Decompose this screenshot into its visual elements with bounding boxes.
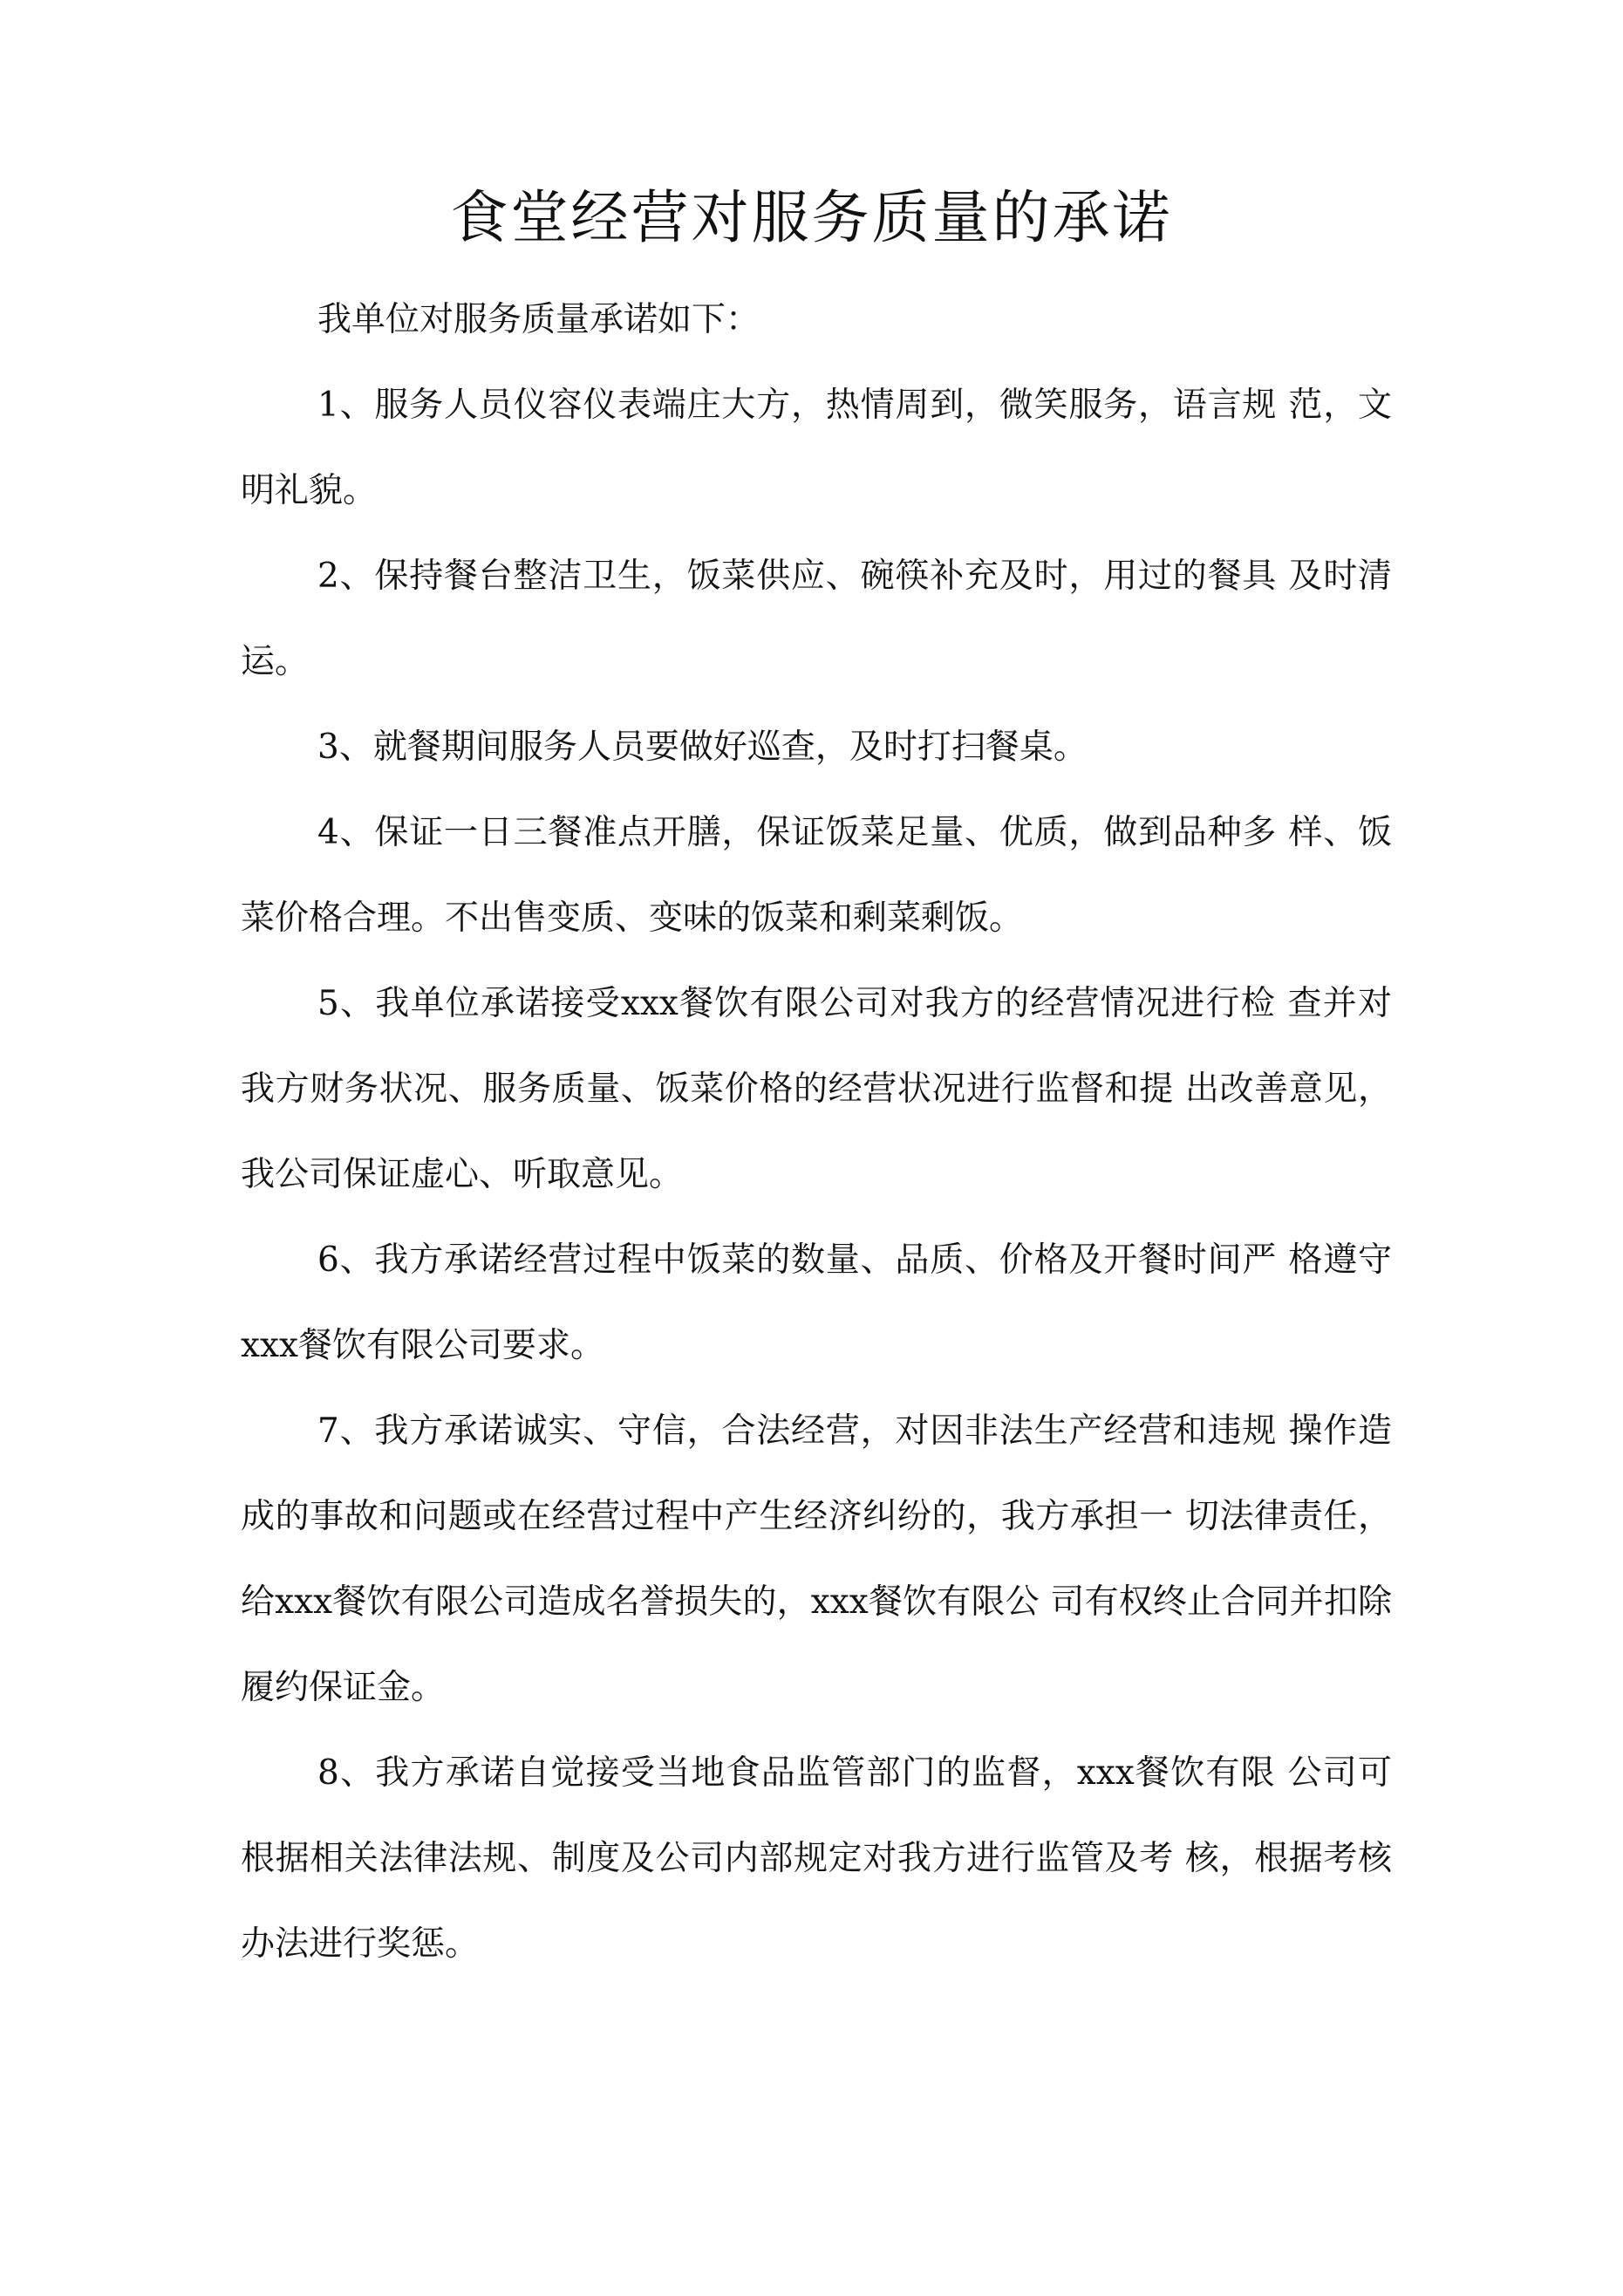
commitment-item-8: 8、我方承诺自觉接受当地食品监管部门的监督，xxx餐饮有限 公司可根据相关法律法规、制度及公司内部规定对我方进行监管及考 核，根据考核办法进行奖惩。 <box>241 1753 1392 1964</box>
document-body <box>241 277 1392 1987</box>
commitment-item-6: 6、我方承诺经营过程中饭菜的数量、品质、价格及开餐时间严 格遵守xxx餐饮有限公司要求。 <box>241 1240 1392 1365</box>
commitment-item-3: 3、就餐期间服务人员要做好巡查，及时打扫餐桌。 <box>317 728 1088 767</box>
commitment-item-2: 2、保持餐台整洁卫生，饭菜供应、碗筷补充及时，用过的餐具 及时清运。 <box>241 557 1392 681</box>
commitment-item-1: 1、服务人员仪容仪表端庄大方，热情周到，微笑服务，语言规 范，文明礼貌。 <box>241 386 1392 510</box>
document-title: 食堂经营对服务质量的承诺 <box>450 184 1173 251</box>
intro-paragraph: 我单位对服务质量承诺如下： <box>317 300 760 339</box>
commitment-item-5: 5、我单位承诺接受xxx餐饮有限公司对我方的经营情况进行检 查并对我方财务状况、服务质量、饭菜价格的经营状况进行监督和提 出改善意见，我公司保证虚心、听取意见。 <box>241 984 1392 1194</box>
commitment-item-4: 4、保证一日三餐准点开膳，保证饭菜足量、优质，做到品种多 样、饭菜价格合理。不出售变质、变味的饭菜和剩菜剩饭。 <box>241 813 1392 938</box>
commitment-item-7: 7、我方承诺诚实、守信，合法经营，对因非法生产经营和违规 操作造成的事故和问题或在经营过程中产生经济纠纷的，我方承担一 切法律责任，给xxx餐饮有限公司造成名誉损失的，xxx餐饮有限公 司有权终止合同并扣除履约保证金。 <box>241 1411 1392 1707</box>
